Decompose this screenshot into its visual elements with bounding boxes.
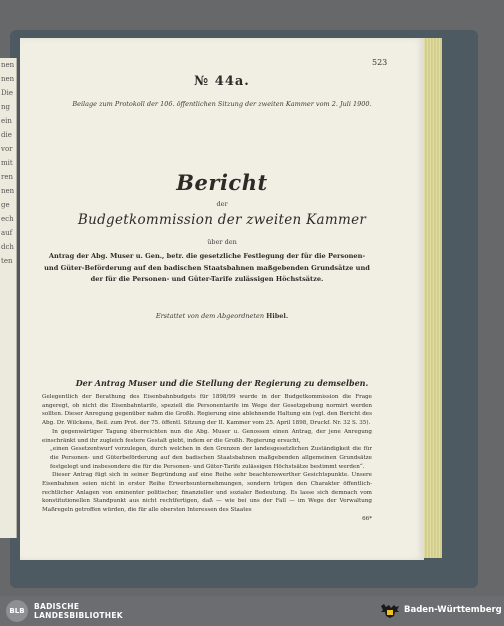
left-page-fragment: dch <box>1 243 14 251</box>
left-page-fragment: ten <box>1 257 13 265</box>
left-page-fragment: ng <box>1 103 10 111</box>
paragraph: In gegenwärtiger Tagung überreichten nun die Abg. Muser u. Genossen einen Antrag, der jene Anregung einschränkt und ihr zugleich festere Gestalt giebt, indem er die Großh. Regierung ersucht, <box>42 428 372 444</box>
left-page-fragment: nen <box>1 75 15 83</box>
signature-mark: 66* <box>362 515 372 522</box>
left-page-fragment: nen <box>1 61 15 69</box>
left-page-fragment: ren <box>1 173 13 181</box>
document-page <box>20 38 424 560</box>
committee-name: Budgetkommission der zweiten Kammer <box>77 212 367 228</box>
left-page-fragment: Die <box>1 89 13 97</box>
section-heading: Der Antrag Muser und die Stellung der Regierung zu demselben. <box>75 378 369 388</box>
left-page-fragment: vor <box>1 145 13 153</box>
left-page-fragment: nen <box>1 187 15 195</box>
paragraph: Dieser Antrag fügt sich in seiner Begründung auf eine Reihe sehr beachtenswerther Gesichtspunkte. Unsere Eisenbahnen seien nicht in erster Reihe Erwerbsunternehmungen, sondern trügen den Charakter öffentlich-rechtlicher Anlagen von eminenter politischer, finanzieller und sozialer Bedeutung. Es lasse sich demnach vom konstitutionellen Standpunkt aus nicht rechtfertigen, daß — wie bei uns der Fall — im Wege der Verwaltung Maßregeln getroffen würden, die für alle obersten Interessen des Staates <box>42 472 372 514</box>
library-name-line2: LANDESBIBLIOTHEK <box>34 611 123 620</box>
article-ueber: über den <box>207 238 237 246</box>
state-emblem-icon <box>380 603 400 619</box>
reporter-name: Hibel. <box>266 312 289 320</box>
reporter-line <box>20 312 424 320</box>
quoted-paragraph: „einen Gesetzentwurf vorzulegen, durch welchen in den Grenzen der landesgesetzlichen Zuständigkeit die für die Personen- und Güterbeförderung auf den badischen Staatsbahnen maßgebenden allgemeinen Grundsätze festgelegt und insbesondere die für die Personen- und Güter-Tarife zulässigen Höchstsätze bestimmt werden“. <box>50 446 372 470</box>
page-number: 523 <box>372 58 388 67</box>
blb-logo-icon[interactable]: BLB <box>6 600 28 622</box>
left-page-fragment: ge <box>1 201 10 209</box>
report-title: Bericht <box>176 170 268 195</box>
left-page-fragment: ech <box>1 215 14 223</box>
reporter-prefix: Erstattet von dem Abgeordneten <box>155 312 265 320</box>
motion-text: Antrag der Abg. Muser u. Gen., betr. die gesetzliche Festlegung der für die Personen- und Güter-Beförderung auf den badischen Staatsbahnen maßgebenden Grundsätze und der für die Personen- und Güter-Tarife zulässigen Höchstsätze. <box>44 252 370 283</box>
article-der: der <box>216 200 228 208</box>
body-text <box>42 393 372 524</box>
library-name-line1: BADISCHE <box>34 602 80 611</box>
left-page-edge <box>0 58 17 538</box>
paragraph: Gelegentlich der Berathung des Eisenbahnbudgets für 1898/99 wurde in der Budgetkommission die Frage angeregt, ob nicht die Eisenbahntarife, speziell die Personentarife im Wege der Gesetzgebung normirt werden sollten. Dieser Anregung gegenüber nahm die Großh. Regierung eine ablehnende Haltung ein (vgl. den Bericht des Abg. Dr. Wilckens, Beil. zum Prot. der 75. öffentl. Sitzung der II. Kammer vom 25. April 1898, Druckf. Nr. 32 S. 35). <box>42 394 372 427</box>
document-number: № 44a. <box>194 74 250 89</box>
library-name[interactable] <box>34 602 123 620</box>
left-page-fragment: ein <box>1 117 12 125</box>
viewer-footer <box>0 596 504 626</box>
supplement-line: Beilage zum Protokoll der 106. öffentlichen Sitzung der zweiten Kammer vom 2. Juli 1900. <box>72 100 372 108</box>
left-page-fragment: die <box>1 131 12 139</box>
state-name[interactable]: Baden-Württemberg <box>404 605 502 615</box>
left-page-fragment: auf <box>1 229 13 237</box>
left-page-fragment: mit <box>1 159 13 167</box>
